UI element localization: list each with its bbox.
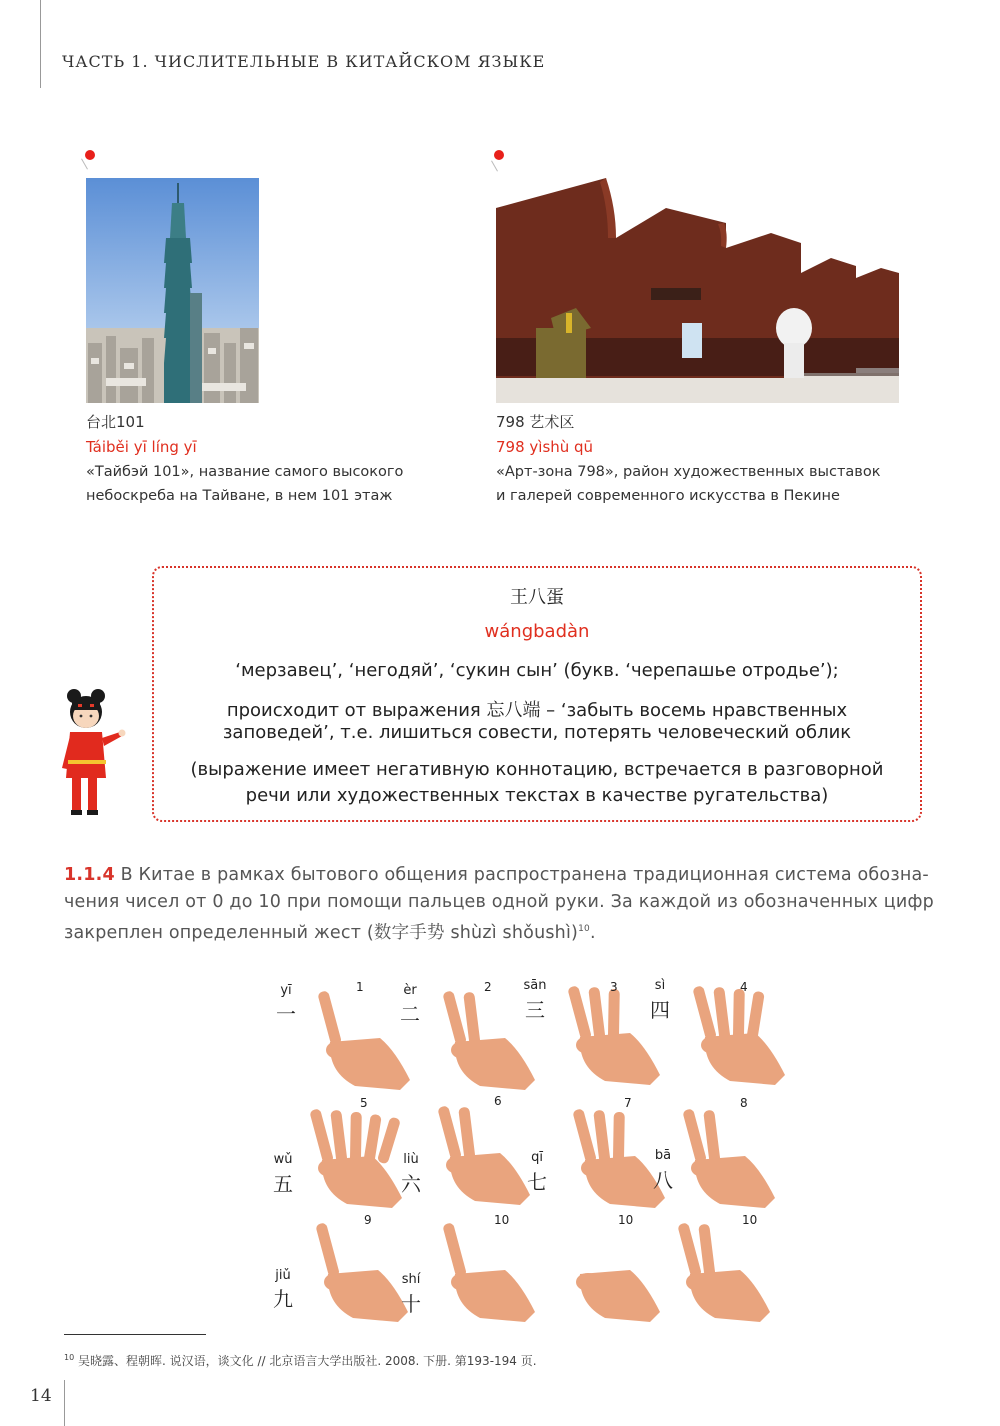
caption-pinyin: 798 yìshù qū xyxy=(496,438,594,456)
section-number: 1.1.4 xyxy=(64,865,115,885)
gesture-pinyin: bā xyxy=(654,1148,672,1163)
gesture-number: 10 xyxy=(618,1213,634,1227)
paragraph-period: . xyxy=(589,922,596,943)
red-pin-icon xyxy=(494,150,504,160)
running-title: ЧАСТЬ 1. ЧИСЛИТЕЛЬНЫЕ В КИТАЙСКОМ ЯЗЫКЕ xyxy=(62,52,546,71)
gesture-number: 10 xyxy=(494,1213,510,1227)
caption-description xyxy=(86,460,403,508)
gesture-hanzi: 七 xyxy=(527,1170,547,1194)
gesture-number: 5 xyxy=(360,1096,368,1110)
gesture-hanzi: 一 xyxy=(276,1002,296,1026)
hand-gesture-image xyxy=(675,975,795,1087)
gesture-pinyin: sān xyxy=(523,978,547,993)
note-origin-line: заповедей’, т.е. лишиться совести, потерять человеческий облик xyxy=(222,722,852,743)
pin-stem xyxy=(491,161,498,172)
footnote xyxy=(64,1352,537,1369)
note-pinyin: wángbadàn xyxy=(484,621,590,642)
gesture-hanzi: 八 xyxy=(653,1168,673,1192)
gesture-number: 2 xyxy=(484,980,492,994)
note-origin-line: происходит от выражения 忘八端 – ‘забыть восемь нравственных xyxy=(226,700,848,721)
page-number: 14 xyxy=(30,1386,52,1406)
hand-gesture-image xyxy=(425,1212,545,1324)
red-pin-icon xyxy=(85,150,95,160)
gesture-pinyin: jiǔ xyxy=(275,1268,291,1283)
gesture-pinyin: èr xyxy=(403,983,417,998)
hand-gesture-image xyxy=(665,1098,785,1210)
art-zone-798-photo xyxy=(496,178,899,403)
footer-rule xyxy=(64,1380,65,1426)
taipei-101-photo xyxy=(86,178,259,403)
gesture-pinyin: shí xyxy=(401,1272,421,1287)
gesture-pinyin: sì xyxy=(654,978,666,993)
gesture-number: 9 xyxy=(364,1213,372,1227)
cartoon-girl-illustration xyxy=(58,688,130,820)
header-rule xyxy=(40,0,41,88)
paragraph-line: чения чисел от 0 до 10 при помощи пальцев одной руки. За каждой из обозначенных цифр xyxy=(64,892,934,912)
gesture-pinyin: wǔ xyxy=(273,1152,293,1167)
note-meaning: ‘мерзавец’, ‘негодяй’, ‘сукин сын’ (букв. ‘черепашье отродье’); xyxy=(235,660,839,681)
pin-stem xyxy=(81,159,88,170)
gesture-hanzi: 四 xyxy=(650,998,670,1022)
footnote-rule xyxy=(64,1334,206,1335)
gesture-hanzi: 九 xyxy=(273,1287,293,1311)
section-paragraph xyxy=(64,862,934,947)
caption-description xyxy=(496,460,880,508)
caption-hanzi: 台北101 xyxy=(86,413,145,431)
gesture-hanzi: 二 xyxy=(400,1002,420,1026)
footnote-ref[interactable]: 10 xyxy=(578,924,590,934)
gesture-pinyin: liù xyxy=(403,1152,419,1167)
gesture-number: 8 xyxy=(740,1096,748,1110)
gesture-number: 7 xyxy=(624,1096,632,1110)
hand-gesture-image xyxy=(660,1212,780,1324)
gesture-hanzi: 六 xyxy=(401,1172,421,1196)
gesture-pinyin: qī xyxy=(531,1150,543,1165)
caption-line: небоскреба на Тайване, в нем 101 этаж xyxy=(86,488,393,504)
gesture-number: 1 xyxy=(356,980,364,994)
gesture-number: 6 xyxy=(494,1094,502,1108)
caption-line: и галерей современного искусства в Пекине xyxy=(496,488,840,504)
paragraph-line: В Китае в рамках бытового общения распространена традиционная система обозна- xyxy=(120,865,929,885)
caption-pinyin: Táiběi yī líng yī xyxy=(86,438,197,456)
gesture-number: 3 xyxy=(610,980,618,994)
hand-gesture-image xyxy=(550,1212,670,1324)
gesture-hanzi: 十 xyxy=(401,1292,421,1316)
paragraph-line: закреплен определенный жест (数字手势 shùzì shǒushì) xyxy=(64,922,579,943)
gesture-pinyin: yī xyxy=(280,983,292,998)
note-comment-line: (выражение имеет негативную коннотацию, встречается в разговорной xyxy=(190,759,884,780)
hand-gesture-image xyxy=(292,1098,412,1210)
gesture-number: 10 xyxy=(742,1213,758,1227)
gesture-hanzi: 五 xyxy=(273,1172,293,1196)
caption-line: «Тайбэй 101», название самого высокого xyxy=(86,464,404,480)
note-comment-line: речи или художественных текстах в качестве ругательства) xyxy=(245,785,829,806)
footnote-mark: 10 xyxy=(64,1353,75,1362)
gesture-hanzi: 三 xyxy=(525,998,545,1022)
gesture-number: 4 xyxy=(740,980,748,994)
note-hanzi: 王八蛋 xyxy=(510,587,564,608)
footnote-text: 吴晓露、程朝晖. 说汉语，谈文化 // 北京语言大学出版社. 2008. 下册. 第193-194 页. xyxy=(78,1354,537,1368)
caption-hanzi: 798 艺术区 xyxy=(496,413,575,431)
caption-line: «Арт-зона 798», район художественных выставок xyxy=(496,464,881,480)
